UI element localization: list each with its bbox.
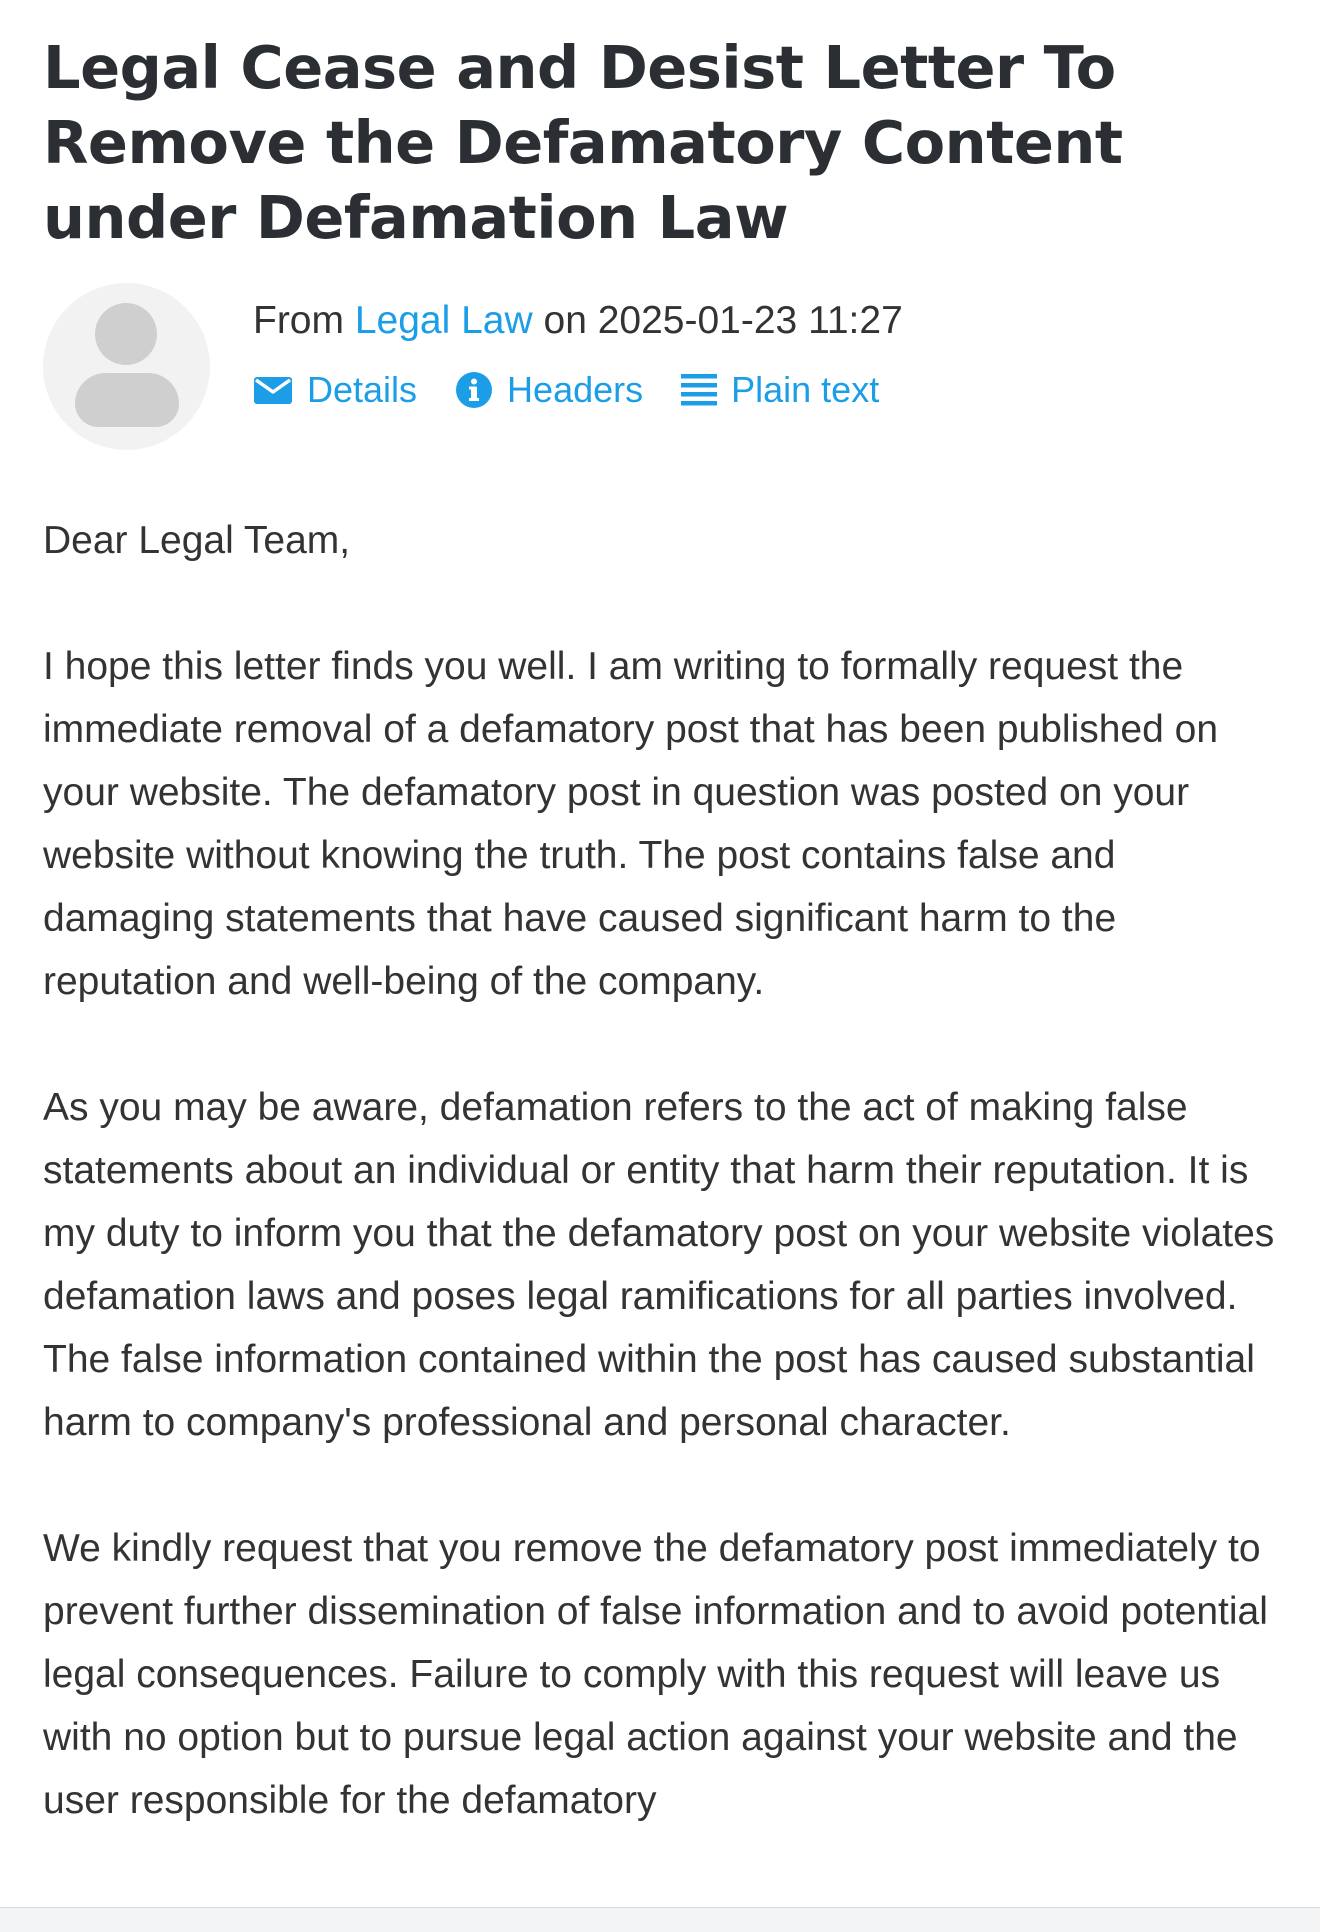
from-line (253, 297, 1283, 345)
info-icon (455, 371, 493, 409)
details-label: Details (307, 369, 418, 410)
message-view (43, 30, 1283, 1895)
from-label: From (253, 299, 344, 342)
message-header (43, 283, 1283, 453)
bottom-bar (0, 1907, 1320, 1932)
plain-text-label: Plain text (731, 369, 880, 410)
plain-text-button[interactable] (681, 368, 879, 412)
message-subject: Legal Cease and Desist Letter To Remove the Defamatory Content under Defamation Law (43, 33, 1123, 252)
sender-link[interactable]: Legal Law (354, 299, 533, 342)
body-paragraph-1: I hope this letter finds you well. I am writing to formally request the immediate removal of a defamatory post that has been published on your website. The defamatory post in question was posted on your website without knowing the truth. The post contains false and damaging statements that have caused significant harm to the reputation and well-being of the company. (43, 645, 1219, 1003)
lines-icon (681, 372, 717, 408)
headers-button[interactable] (455, 368, 643, 412)
message-date: 2025-01-23 11:27 (597, 299, 903, 342)
body-paragraph-2: As you may be aware, defamation refers to the act of making false statements about an individual or entity that harm their reputation. It is my duty to inform you that the defamatory post on your website violates defamation laws and poses legal ramifications for all parties involved. The false information contained within the post has caused substantial harm to company's professional and personal character. (43, 1086, 1275, 1444)
envelope-icon (253, 375, 293, 405)
avatar-head (95, 303, 157, 365)
avatar-body (75, 373, 179, 427)
headers-label: Headers (507, 369, 644, 410)
message-body (43, 509, 1283, 1832)
body-paragraph-3: We kindly request that you remove the defamatory post immediately to prevent further dissemination of false information and to avoid potential legal consequences. Failure to comply with this request will leave us with no option but to pursue legal action against your website and the user responsible for the defamatory (43, 1527, 1268, 1822)
message-meta (253, 297, 1283, 412)
details-button[interactable] (253, 368, 417, 412)
greeting: Dear Legal Team, (43, 519, 351, 562)
sender-avatar (43, 283, 210, 450)
message-actions (253, 368, 1283, 412)
date-prefix: on (543, 299, 587, 342)
